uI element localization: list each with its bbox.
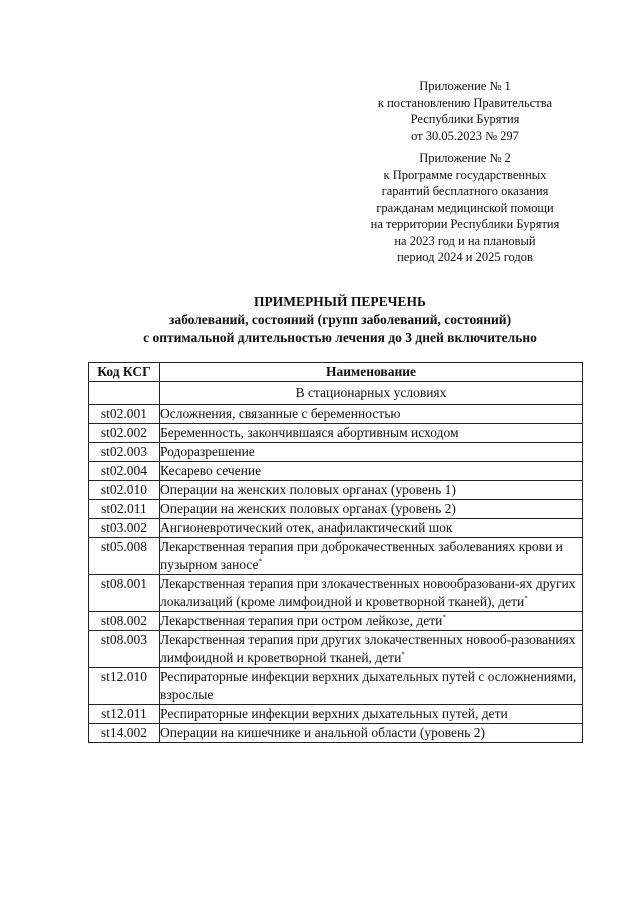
row-name	[160, 500, 583, 519]
row-code: st05.008	[89, 538, 160, 575]
annex-1-line: к постановлению Правительства	[377, 95, 553, 110]
row-name-text: Ангионевротический отек, анафилактический шок	[160, 520, 453, 535]
row-name	[160, 519, 583, 538]
section-label: В стационарных условиях	[160, 382, 583, 405]
annex-2-line: период 2024 и 2025 годов	[397, 250, 533, 264]
annex-1-line: Приложение № 1	[419, 79, 511, 93]
row-name-text: Операции на женских половых органах (уровень 2)	[160, 501, 456, 516]
row-name-text: Респираторные инфекции верхних дыхательных путей, дети	[160, 706, 508, 721]
row-name	[160, 443, 583, 462]
ksg-table	[88, 362, 583, 743]
document-title	[60, 293, 620, 347]
table-row	[89, 668, 583, 705]
annex-2-line: Приложение № 2	[419, 151, 511, 165]
row-name-text: Беременность, закончившаяся абортивным исходом	[160, 425, 459, 440]
row-name-text: Лекарственная терапия при других злокачественных новооб-разованиях лимфоидной и кроветворной тканей, дети	[160, 632, 576, 665]
footnote-marker: *	[258, 557, 263, 566]
row-name-text: Родоразрешение	[160, 444, 255, 459]
title-line-2: заболеваний, состояний (групп заболеваний, состояний)	[168, 312, 512, 327]
section-code-cell	[89, 382, 160, 405]
row-code: st08.003	[89, 631, 160, 668]
annex-2-line: гарантий бесплатного оказания	[381, 184, 549, 198]
row-name	[160, 462, 583, 481]
table-row	[89, 462, 583, 481]
row-name-text: Респираторные инфекции верхних дыхательных путей с осложнениями, взрослые	[160, 669, 577, 702]
row-name	[160, 405, 583, 424]
row-name	[160, 481, 583, 500]
row-code: st08.001	[89, 575, 160, 612]
section-row	[89, 382, 583, 405]
row-code: st12.010	[89, 668, 160, 705]
annex-2-line: на 2023 год и на плановый	[394, 233, 536, 248]
row-name-text: Лекарственная терапия при злокачественных новообразовани-ях других локализаций (кроме лимфоидной и кроветворной тканей), дети	[160, 576, 576, 609]
row-name	[160, 538, 583, 575]
row-code: st02.011	[89, 500, 160, 519]
row-code: st02.003	[89, 443, 160, 462]
row-name	[160, 575, 583, 612]
row-name-text: Операции на кишечнике и анальной области (уровень 2)	[160, 725, 485, 740]
annex-2-line: на территории Республики Бурятия	[370, 217, 560, 231]
annex-1-block	[340, 78, 590, 144]
footnote-marker: *	[524, 594, 528, 603]
row-name	[160, 668, 583, 705]
row-code: st02.010	[89, 481, 160, 500]
annex-2-line: гражданам медицинской помощи	[376, 200, 554, 215]
table-row	[89, 424, 583, 443]
row-name-text: Кесарево сечение	[160, 463, 262, 478]
annex-1-line: Республики Бурятия	[410, 112, 520, 126]
header-name: Наименование	[160, 363, 583, 382]
title-line-3: с оптимальной длительностью лечения до 3 дней включительно	[143, 330, 537, 345]
row-code: st02.004	[89, 462, 160, 481]
footnote-marker: *	[401, 650, 405, 659]
row-name-text: Осложнения, связанные с беременностью	[160, 406, 401, 421]
table-header-row	[89, 363, 583, 382]
row-name	[160, 705, 583, 724]
row-name	[160, 631, 583, 668]
annex-2-line: к Программе государственных	[383, 167, 547, 182]
title-line-1: ПРИМЕРНЫЙ ПЕРЕЧЕНЬ	[254, 294, 426, 309]
row-code: st02.002	[89, 424, 160, 443]
annex-2-block	[340, 150, 590, 266]
table-row	[89, 443, 583, 462]
row-name	[160, 424, 583, 443]
row-name-text: Лекарственная терапия при остром лейкозе, дети	[160, 613, 443, 628]
table-row	[89, 631, 583, 668]
footnote-marker: *	[442, 613, 446, 622]
table-row	[89, 500, 583, 519]
row-code: st14.002	[89, 724, 160, 743]
row-code: st08.002	[89, 612, 160, 631]
table-row	[89, 575, 583, 612]
row-code: st03.002	[89, 519, 160, 538]
row-name-text: Лекарственная терапия при доброкачественных заболеваниях крови и пузырном заносе	[160, 539, 563, 572]
table-row	[89, 405, 583, 424]
row-name	[160, 724, 583, 743]
table-row	[89, 612, 583, 631]
table-row	[89, 481, 583, 500]
table-row	[89, 724, 583, 743]
table-row	[89, 538, 583, 575]
row-name	[160, 612, 583, 631]
row-code: st02.001	[89, 405, 160, 424]
table-row	[89, 705, 583, 724]
row-code: st12.011	[89, 705, 160, 724]
row-name-text: Операции на женских половых органах (уровень 1)	[160, 482, 456, 497]
header-code: Код КСГ	[89, 363, 160, 382]
table-row	[89, 519, 583, 538]
annex-1-line: от 30.05.2023 № 297	[411, 128, 519, 143]
